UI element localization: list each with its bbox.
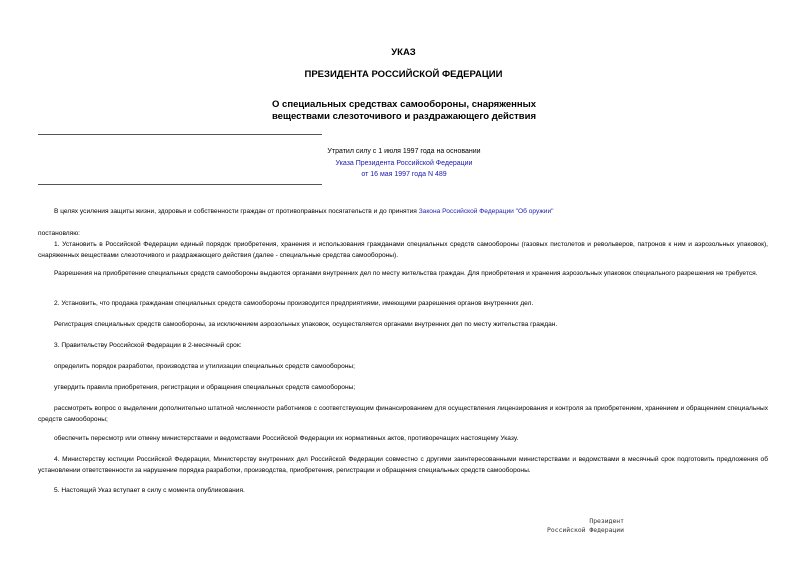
status-note-text: Утратил силу с 1 июля 1997 года на основании bbox=[327, 148, 481, 155]
intro-text: В целях усиления защиты жизни, здоровья и собственности граждан от противоправных посягательств и до принятия bbox=[54, 208, 419, 215]
paragraph-1b: Разрешения на приобретение специальных средств самообороны выдаются органами внутренних дел по месту жительства граждан. Для приобретения и хранения аэрозольных упаковок специального разрешения не требуется. bbox=[54, 270, 758, 277]
signature-position: Президент bbox=[589, 517, 624, 525]
law-on-weapons-link[interactable]: Закона Российской Федерации "Об оружии" bbox=[418, 208, 554, 215]
document-type-title: УКАЗ bbox=[391, 47, 416, 58]
signature-block bbox=[500, 517, 624, 535]
paragraph-3b: утвердить правила приобретения, регистрации и обращения специальных средств самообороны; bbox=[54, 384, 356, 391]
paragraph-3: 3. Правительству Российской Федерации в 2-месячный срок: bbox=[54, 342, 242, 349]
repeal-decree-date-link[interactable]: от 16 мая 1997 года N 489 bbox=[361, 171, 447, 178]
paragraph-5: 5. Настоящий Указ вступает в силу с момента опубликования. bbox=[54, 487, 245, 494]
paragraph-3a: определить порядок разработки, производства и утилизации специальных средств самообороны; bbox=[54, 363, 355, 370]
paragraph-2: 2. Установить, что продажа гражданам специальных средств самообороны производится предприятиями, имеющими разрешения органов внутренних дел. bbox=[54, 300, 534, 307]
paragraph-3d: обеспечить пересмотр или отмену министерствами и ведомствами Российской Федерации их нормативных актов, противоречащих настоящему Указу. bbox=[54, 435, 519, 442]
document-subject bbox=[200, 99, 608, 123]
paragraph-4: 4. Министерству юстиции Российской Федерации, Министерству внутренних дел Российской Федерации совместно с другими заинтересованными министерствами и ведомствами в месячный срок подготовить предложения об установлении ответственности за нарушение порядка разработки, производства, приобретения, регистрации и обращения специальных средств самообороны. bbox=[38, 456, 768, 474]
subject-line-2: веществами слезоточивого и раздражающего действия bbox=[271, 111, 537, 122]
divider-top bbox=[38, 134, 322, 135]
subject-line-1: О специальных средствах самообороны, снаряженных bbox=[272, 99, 536, 110]
paragraph-2b: Регистрация специальных средств самообороны, за исключением аэрозольных упаковок, осуществляется органами внутренних дел по месту жительства граждан. bbox=[54, 321, 558, 328]
issuer-title: ПРЕЗИДЕНТА РОССИЙСКОЙ ФЕДЕРАЦИИ bbox=[304, 69, 503, 80]
signature-organization: Российской Федерации bbox=[547, 526, 624, 534]
intro-paragraph bbox=[38, 207, 768, 218]
repeal-decree-link[interactable]: Указа Президента Российской Федерации bbox=[335, 159, 473, 167]
paragraph-1: 1. Установить в Российской Федерации единый порядок приобретения, хранения и использования гражданами специальных средств самообороны (газовых пистолетов и револьверов, патронов к ним и аэрозольных упаковок), снаряженных веществами слезоточивого и раздражающего действия (далее - специальные средства самообороны). bbox=[38, 241, 768, 259]
decree-word: постановляю: bbox=[38, 230, 81, 237]
paragraph-3c: рассмотреть вопрос о выделении дополнительно штатной численности работников с соответствующим финансированием для осуществления лицензирования и контроля за приобретением, хранением и обращением специальных средств самообороны; bbox=[38, 405, 768, 423]
status-note bbox=[300, 146, 508, 181]
divider-bottom bbox=[38, 184, 322, 185]
